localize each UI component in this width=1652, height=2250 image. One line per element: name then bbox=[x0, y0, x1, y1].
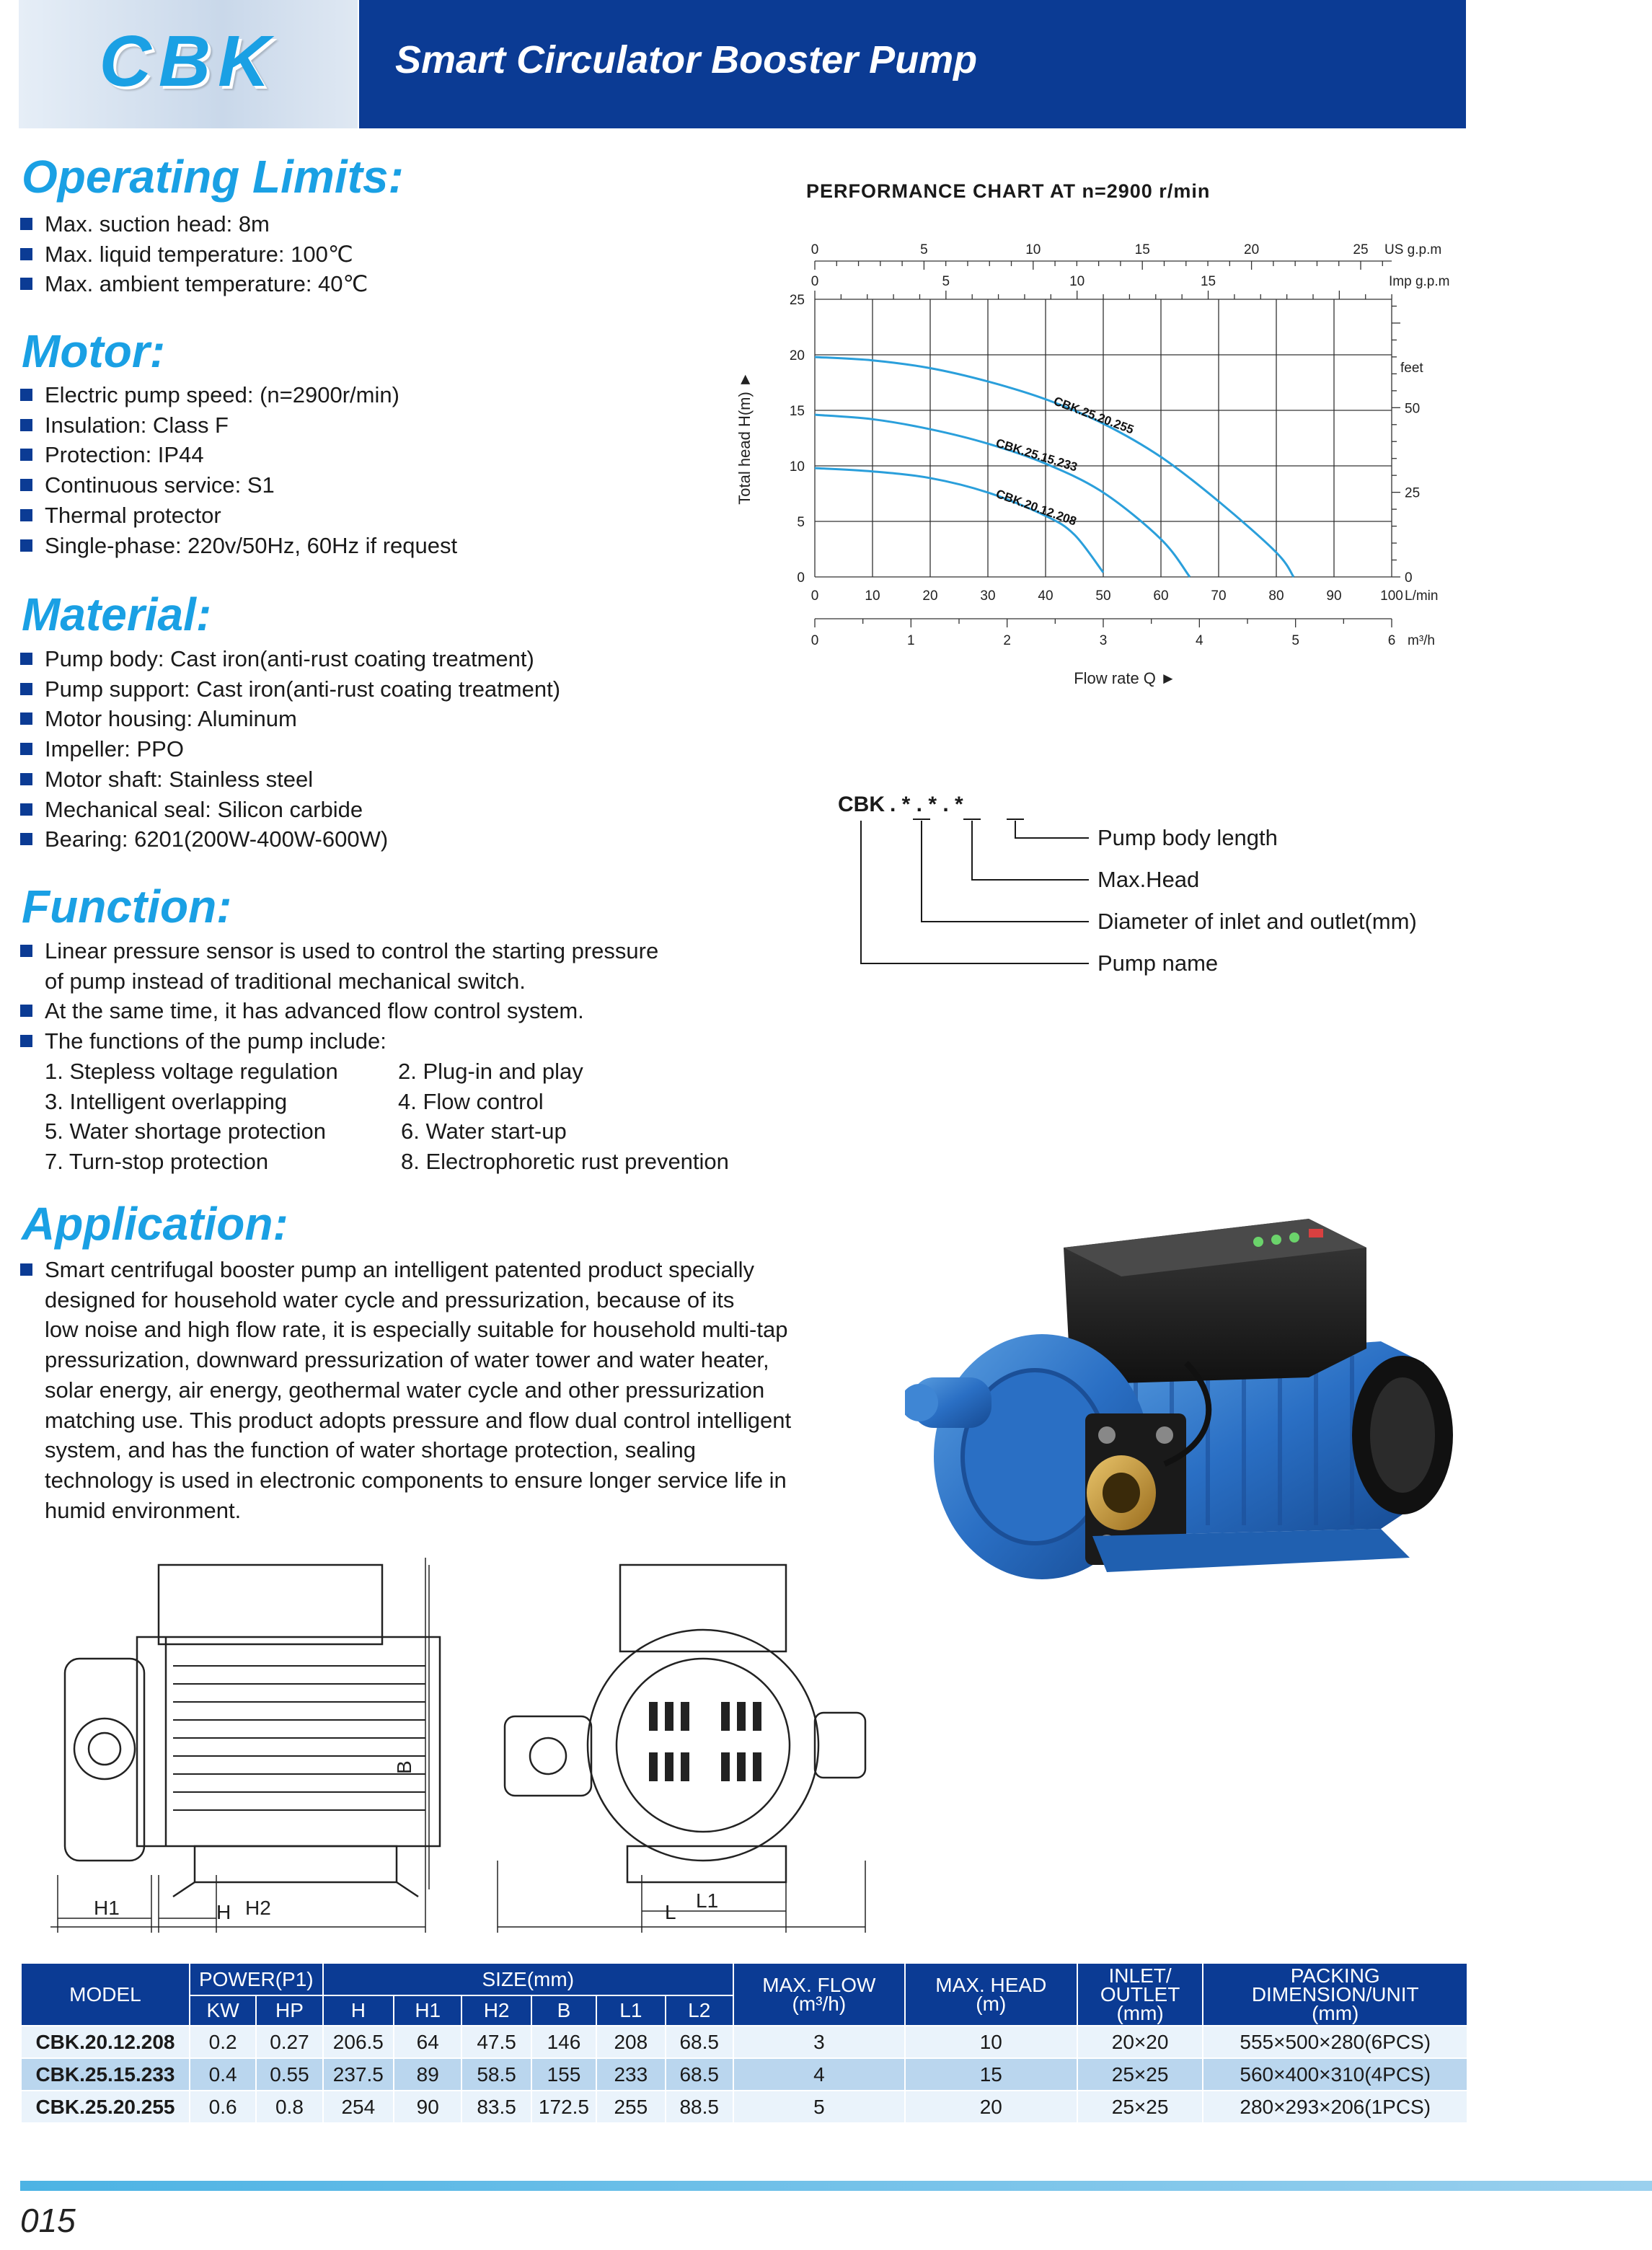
table-row bbox=[21, 2026, 1467, 2058]
x-tick-label: 100 bbox=[1380, 588, 1403, 604]
model-code-prefix: CBK bbox=[838, 793, 885, 816]
list-item: At the same time, it has advanced flow control system. bbox=[20, 996, 658, 1026]
feature-item: 1. Stepless voltage regulation bbox=[45, 1059, 338, 1084]
function-feature-grid bbox=[45, 1056, 766, 1177]
model-code-label: Max.Head bbox=[1097, 867, 1200, 892]
list-item-continued: of pump instead of traditional mechanical switch. bbox=[45, 968, 526, 994]
table-cell: 3 bbox=[733, 2026, 905, 2058]
y-tick-label: 15 bbox=[789, 404, 805, 419]
table-cell: CBK.25.20.255 bbox=[21, 2091, 190, 2123]
header-kw: KW bbox=[190, 1995, 256, 2026]
feature-item: 3. Intelligent overlapping bbox=[45, 1088, 288, 1114]
header-power: POWER(P1) bbox=[190, 1963, 323, 1995]
header-inlet-outlet bbox=[1077, 1963, 1203, 2026]
table-cell: 0.4 bbox=[190, 2058, 256, 2091]
y-tick-label: 20 bbox=[789, 348, 805, 363]
imp-gpm-tick-label: 0 bbox=[810, 274, 819, 289]
paragraph-line: matching use. This product adopts pressure and flow dual control intelligent bbox=[45, 1407, 792, 1433]
dimension-label-h: H bbox=[216, 1901, 231, 1923]
table-cell: 83.5 bbox=[461, 2091, 531, 2123]
table-cell: 155 bbox=[531, 2058, 596, 2091]
list-item: Thermal protector bbox=[20, 500, 457, 531]
table-row bbox=[21, 2091, 1467, 2123]
table-cell: 20×20 bbox=[1077, 2026, 1203, 2058]
application-heading: Application: bbox=[22, 1198, 288, 1250]
table-cell: 208 bbox=[596, 2026, 665, 2058]
list-item: Impeller: PPO bbox=[20, 734, 560, 764]
header-line: MAX. FLOW bbox=[762, 1973, 876, 1996]
header-l1: L1 bbox=[596, 1995, 665, 2026]
table-cell: CBK.25.15.233 bbox=[21, 2058, 190, 2091]
x-unit-label: L/min bbox=[1405, 588, 1439, 604]
header-h1: H1 bbox=[394, 1995, 461, 2026]
list-item: Protection: IP44 bbox=[20, 440, 457, 470]
x-tick-label: 0 bbox=[810, 588, 819, 604]
list-item: The functions of the pump include: bbox=[20, 1026, 658, 1056]
list-item: Motor housing: Aluminum bbox=[20, 704, 560, 734]
header-h2: H2 bbox=[461, 1995, 531, 2026]
table-cell: 47.5 bbox=[461, 2026, 531, 2058]
list-item: Max. suction head: 8m bbox=[20, 209, 368, 239]
feet-unit-label: feet bbox=[1400, 361, 1423, 376]
m3h-tick-label: 2 bbox=[1003, 633, 1011, 648]
feet-tick-label: 50 bbox=[1405, 401, 1421, 417]
model-code-label: Pump body length bbox=[1097, 825, 1278, 850]
x-tick-label: 20 bbox=[922, 588, 938, 604]
dimension-label-b: B bbox=[393, 1760, 415, 1774]
feature-item: 4. Flow control bbox=[398, 1088, 544, 1114]
feature-item: 7. Turn-stop protection bbox=[45, 1149, 269, 1175]
table-cell: 68.5 bbox=[666, 2058, 733, 2091]
m3h-tick-label: 0 bbox=[810, 633, 819, 648]
series-label: CBK.25.20.255 bbox=[1051, 394, 1136, 437]
table-cell: 146 bbox=[531, 2026, 596, 2058]
us-gpm-unit-label: US g.p.m bbox=[1384, 242, 1442, 257]
list-item: Single-phase: 220v/50Hz, 60Hz if request bbox=[20, 531, 457, 561]
pump-product-photo bbox=[905, 1197, 1453, 1644]
specification-table bbox=[20, 1962, 1468, 2124]
table-cell: 10 bbox=[905, 2026, 1077, 2058]
y-tick-label: 5 bbox=[797, 515, 805, 530]
feature-item: 2. Plug-in and play bbox=[398, 1059, 583, 1084]
application-text bbox=[20, 1255, 885, 1525]
m3h-tick-label: 3 bbox=[1099, 633, 1108, 648]
table-cell: 255 bbox=[596, 2091, 665, 2123]
m3h-tick-label: 5 bbox=[1291, 633, 1299, 648]
brand-logo: CBK bbox=[99, 21, 278, 102]
feature-item: 6. Water start-up bbox=[401, 1119, 567, 1144]
imp-gpm-unit-label: Imp g.p.m bbox=[1389, 274, 1450, 289]
table-cell: 88.5 bbox=[666, 2091, 733, 2123]
table-cell: 89 bbox=[394, 2058, 461, 2091]
header-line: DIMENSION/UNIT bbox=[1251, 1982, 1419, 2006]
table-cell: 172.5 bbox=[531, 2091, 596, 2123]
table-cell: 0.27 bbox=[256, 2026, 322, 2058]
us-gpm-tick-label: 10 bbox=[1025, 242, 1041, 257]
function-heading: Function: bbox=[22, 881, 232, 932]
paragraph-line: pressurization, downward pressurization of water tower and water heater, bbox=[45, 1347, 769, 1373]
table-cell: 254 bbox=[323, 2091, 394, 2123]
paragraph-line: technology is used in electronic components to ensure longer service life in bbox=[45, 1467, 787, 1493]
list-item: Max. ambient temperature: 40℃ bbox=[20, 269, 368, 299]
header-packing bbox=[1203, 1963, 1467, 2026]
series-label: CBK.25.15.233 bbox=[994, 436, 1079, 475]
paragraph-line: system, and has the function of water shortage protection, sealing bbox=[45, 1437, 696, 1463]
table-cell: 64 bbox=[394, 2026, 461, 2058]
header-line: (m³/h) bbox=[792, 1992, 847, 2015]
table-cell: 68.5 bbox=[666, 2026, 733, 2058]
header-line: (mm) bbox=[1312, 2001, 1359, 2024]
x-tick-label: 70 bbox=[1211, 588, 1227, 604]
table-cell: 5 bbox=[733, 2091, 905, 2123]
table-cell: 0.2 bbox=[190, 2026, 256, 2058]
paragraph-line: solar energy, air energy, geothermal water cycle and other pressurization bbox=[45, 1377, 765, 1403]
imp-gpm-tick-label: 10 bbox=[1069, 274, 1085, 289]
paragraph-line: Smart centrifugal booster pump an intelligent patented product specially bbox=[20, 1255, 885, 1285]
list-item: Motor shaft: Stainless steel bbox=[20, 764, 560, 795]
list-item: Continuous service: S1 bbox=[20, 470, 457, 500]
y-tick-label: 0 bbox=[797, 570, 805, 586]
list-item: Bearing: 6201(200W-400W-600W) bbox=[20, 824, 560, 855]
header-model: MODEL bbox=[21, 1963, 190, 2026]
table-cell: CBK.20.12.208 bbox=[21, 2026, 190, 2058]
list-item: Pump support: Cast iron(anti-rust coating treatment) bbox=[20, 674, 560, 705]
model-code-label: Pump name bbox=[1097, 950, 1219, 976]
x-tick-label: 80 bbox=[1268, 588, 1284, 604]
feet-tick-label: 0 bbox=[1405, 570, 1413, 586]
material-list bbox=[20, 644, 560, 855]
header-line: PACKING bbox=[1290, 1964, 1380, 1987]
m3h-unit-label: m³/h bbox=[1408, 633, 1435, 648]
y-tick-label: 10 bbox=[789, 459, 805, 475]
paragraph-line: humid environment. bbox=[45, 1497, 242, 1523]
model-code-segments: . * . * . * bbox=[890, 793, 963, 816]
dimension-label-l: L bbox=[665, 1901, 676, 1923]
header-h: H bbox=[323, 1995, 394, 2026]
table-cell: 0.6 bbox=[190, 2091, 256, 2123]
feature-item: 5. Water shortage protection bbox=[45, 1119, 326, 1144]
us-gpm-tick-label: 15 bbox=[1134, 242, 1150, 257]
table-cell: 90 bbox=[394, 2091, 461, 2123]
x-tick-label: 50 bbox=[1095, 588, 1111, 604]
header-line: INLET/ bbox=[1108, 1964, 1172, 1987]
header-line: OUTLET bbox=[1100, 1982, 1180, 2006]
list-item: Insulation: Class F bbox=[20, 410, 457, 441]
header-max-flow bbox=[733, 1963, 905, 2026]
header-line: (mm) bbox=[1116, 2001, 1164, 2024]
list-item: Mechanical seal: Silicon carbide bbox=[20, 795, 560, 825]
us-gpm-tick-label: 5 bbox=[920, 242, 928, 257]
table-cell: 237.5 bbox=[323, 2058, 394, 2091]
performance-chart bbox=[721, 231, 1485, 692]
y-axis-title: Total head H(m) ► bbox=[736, 371, 754, 505]
model-code-leaders bbox=[857, 793, 1089, 963]
x-tick-label: 60 bbox=[1153, 588, 1169, 604]
table-cell: 58.5 bbox=[461, 2058, 531, 2091]
table-row bbox=[21, 2058, 1467, 2091]
header-line: (m) bbox=[976, 1992, 1007, 2015]
header-size: SIZE(mm) bbox=[323, 1963, 733, 1995]
x-tick-label: 40 bbox=[1038, 588, 1054, 604]
list-item: Electric pump speed: (n=2900r/min) bbox=[20, 380, 457, 410]
function-list bbox=[20, 936, 658, 1056]
table-cell: 233 bbox=[596, 2058, 665, 2091]
motor-heading: Motor: bbox=[22, 325, 166, 377]
model-code-diagram bbox=[829, 786, 1478, 988]
motor-list bbox=[20, 380, 457, 560]
us-gpm-tick-label: 20 bbox=[1244, 242, 1260, 257]
list-item: Max. liquid temperature: 100℃ bbox=[20, 239, 368, 270]
page-title: Smart Circulator Booster Pump bbox=[395, 38, 978, 81]
list-item: Linear pressure sensor is used to control the starting pressure bbox=[20, 936, 658, 966]
series-label: CBK.20.12.208 bbox=[994, 487, 1079, 529]
chart-title: PERFORMANCE CHART AT n=2900 r/min bbox=[806, 180, 1211, 202]
list-item: Pump body: Cast iron(anti-rust coating treatment) bbox=[20, 644, 560, 674]
header-line: MAX. HEAD bbox=[935, 1973, 1047, 1996]
operating-limits-list bbox=[20, 209, 368, 299]
x-tick-label: 90 bbox=[1326, 588, 1342, 604]
table-cell: 25×25 bbox=[1077, 2091, 1203, 2123]
dimension-label-l1: L1 bbox=[696, 1889, 719, 1912]
table-cell: 20 bbox=[905, 2091, 1077, 2123]
table-cell: 4 bbox=[733, 2058, 905, 2091]
paragraph-line: designed for household water cycle and pressurization, because of its bbox=[45, 1287, 735, 1312]
table-cell: 280×293×206(1PCS) bbox=[1203, 2091, 1467, 2123]
imp-gpm-tick-label: 15 bbox=[1200, 274, 1216, 289]
model-code-label: Diameter of inlet and outlet(mm) bbox=[1097, 909, 1417, 934]
table-cell: 15 bbox=[905, 2058, 1077, 2091]
table-cell: 555×500×280(6PCS) bbox=[1203, 2026, 1467, 2058]
m3h-tick-label: 6 bbox=[1387, 633, 1396, 648]
header-l2: L2 bbox=[666, 1995, 733, 2026]
feature-item: 8. Electrophoretic rust prevention bbox=[401, 1149, 729, 1175]
footer-divider bbox=[20, 2181, 1652, 2191]
page-number: 015 bbox=[20, 2202, 76, 2239]
table-cell: 0.8 bbox=[256, 2091, 322, 2123]
dimension-label-h2: H2 bbox=[245, 1897, 271, 1919]
table-cell: 560×400×310(4PCS) bbox=[1203, 2058, 1467, 2091]
imp-gpm-tick-label: 5 bbox=[942, 274, 950, 289]
dimension-label-h1: H1 bbox=[94, 1897, 120, 1919]
material-heading: Material: bbox=[22, 588, 212, 640]
side-view-drawing bbox=[50, 1558, 461, 1933]
x-tick-label: 10 bbox=[865, 588, 880, 604]
operating-limits-heading: Operating Limits: bbox=[22, 151, 404, 203]
table-cell: 206.5 bbox=[323, 2026, 394, 2058]
m3h-tick-label: 1 bbox=[907, 633, 915, 648]
table-cell: 25×25 bbox=[1077, 2058, 1203, 2091]
table-cell: 0.55 bbox=[256, 2058, 322, 2091]
us-gpm-tick-label: 25 bbox=[1353, 242, 1369, 257]
us-gpm-tick-label: 0 bbox=[810, 242, 819, 257]
m3h-tick-label: 4 bbox=[1196, 633, 1203, 648]
header-b: B bbox=[531, 1995, 596, 2026]
header-max-head bbox=[905, 1963, 1077, 2026]
paragraph-line: low noise and high flow rate, it is especially suitable for household multi-tap bbox=[45, 1317, 788, 1343]
x-axis-title: Flow rate Q ► bbox=[1074, 669, 1176, 687]
header-hp: HP bbox=[256, 1995, 322, 2026]
feet-tick-label: 25 bbox=[1405, 485, 1421, 501]
y-tick-label: 25 bbox=[789, 293, 805, 308]
front-view-drawing bbox=[476, 1558, 880, 1933]
x-tick-label: 30 bbox=[980, 588, 996, 604]
